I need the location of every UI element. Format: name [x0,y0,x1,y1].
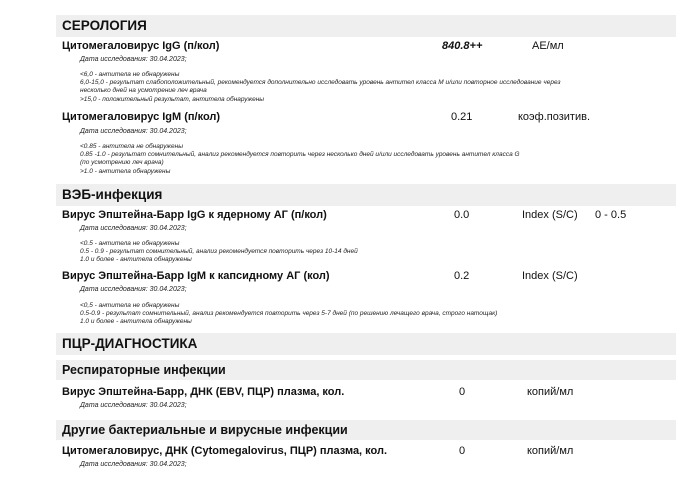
test-row [62,39,682,54]
test-value: 0.0 [454,209,470,221]
note-line: 6,0-15,0 - результат слабоположительный, рекомендуется дополнительно исследовать уровень антител класса M и/или повторное исследование через [80,79,561,87]
test-date: Дата исследования: 30.04.2023; [80,461,187,468]
test-notes [80,302,497,327]
note-line: >15,0 - положительный результат, антитела обнаружены [80,95,265,103]
test-row [62,444,682,459]
test-value: 0.2 [454,270,470,282]
test-name: Вирус Эпштейна-Барр, ДНК (EBV, ПЦР) плазма, кол. [62,386,345,398]
test-value: 0.21 [451,111,473,123]
test-unit: Index (S/C) [522,209,578,221]
test-date: Дата исследования: 30.04.2023; [80,128,187,135]
section-serology: СЕРОЛОГИЯ [56,15,676,37]
note-line: <0.85 - антитела не обнаружены [80,143,183,150]
note-line: 1.0 и более - антитела обнаружены [80,318,192,326]
test-date: Дата исследования: 30.04.2023; [80,286,187,293]
note-line: <0.5 - антитела не обнаружены [80,240,180,247]
note-line: 0.85 -1.0 - результат сомнительный, анализ рекомендуется повторить через несколько дней и/или исследовать уровень антител класса G [80,151,520,159]
test-date: Дата исследования: 30.04.2023; [80,402,187,409]
test-row [62,208,682,223]
subsection-respiratory: Респираторные инфекции [56,360,676,380]
test-name: Вирус Эпштейна-Барр IgG к ядерному АГ (п/кол) [62,209,327,221]
note-line: 1.0 и более - антитела обнаружены [80,256,192,264]
note-line: >1.0 - антитела обнаружены [80,167,171,175]
test-value: 0 [459,445,466,457]
test-unit: Index (S/C) [522,270,578,282]
test-notes [80,240,358,265]
note-line: несколько дней на усмотрение леч врача [80,87,207,95]
test-unit: копий/мл [527,386,574,398]
test-notes [80,71,561,104]
test-name: Цитомегаловирус IgG (п/кол) [62,40,220,52]
test-reference-range: 0 - 0.5 [595,209,627,221]
test-date: Дата исследования: 30.04.2023; [80,225,187,232]
test-unit: коэф.позитив. [518,111,590,123]
section-pcr: ПЦР-ДИАГНОСТИКА [56,333,676,355]
note-line: <0,5 - антитела не обнаружены [80,302,180,309]
test-value: 0 [459,386,466,398]
test-row [62,269,682,284]
note-line: 0.5 - 0.9 - результат сомнительный, анализ рекомендуется повторить через 10-14 дней [80,248,358,256]
test-row [62,110,682,125]
note-line: (по усмотрению леч врача) [80,159,164,167]
test-name: Цитомегаловирус IgM (п/кол) [62,111,221,123]
section-ebv: ВЭБ-инфекция [56,184,676,206]
test-notes [80,143,520,176]
test-row [62,385,682,400]
note-line: <6,0 - антитела не обнаружены [80,71,180,78]
subsection-other-infections: Другие бактериальные и вирусные инфекции [56,420,676,440]
test-name: Вирус Эпштейна-Барр IgM к капсидному АГ (кол) [62,270,330,282]
test-value: 840.8++ [442,40,483,52]
test-name: Цитомегаловирус, ДНК (Cytomegalovirus, ПЦР) плазма, кол. [62,445,388,457]
note-line: 0.5-0.9 - результат сомнительный, анализ рекомендуется повторить через 5-7 дней (по решению лечащего врача, строго натощак) [80,310,498,318]
test-date: Дата исследования: 30.04.2023; [80,56,187,63]
test-unit: копий/мл [527,445,574,457]
test-unit: АЕ/мл [532,40,564,52]
